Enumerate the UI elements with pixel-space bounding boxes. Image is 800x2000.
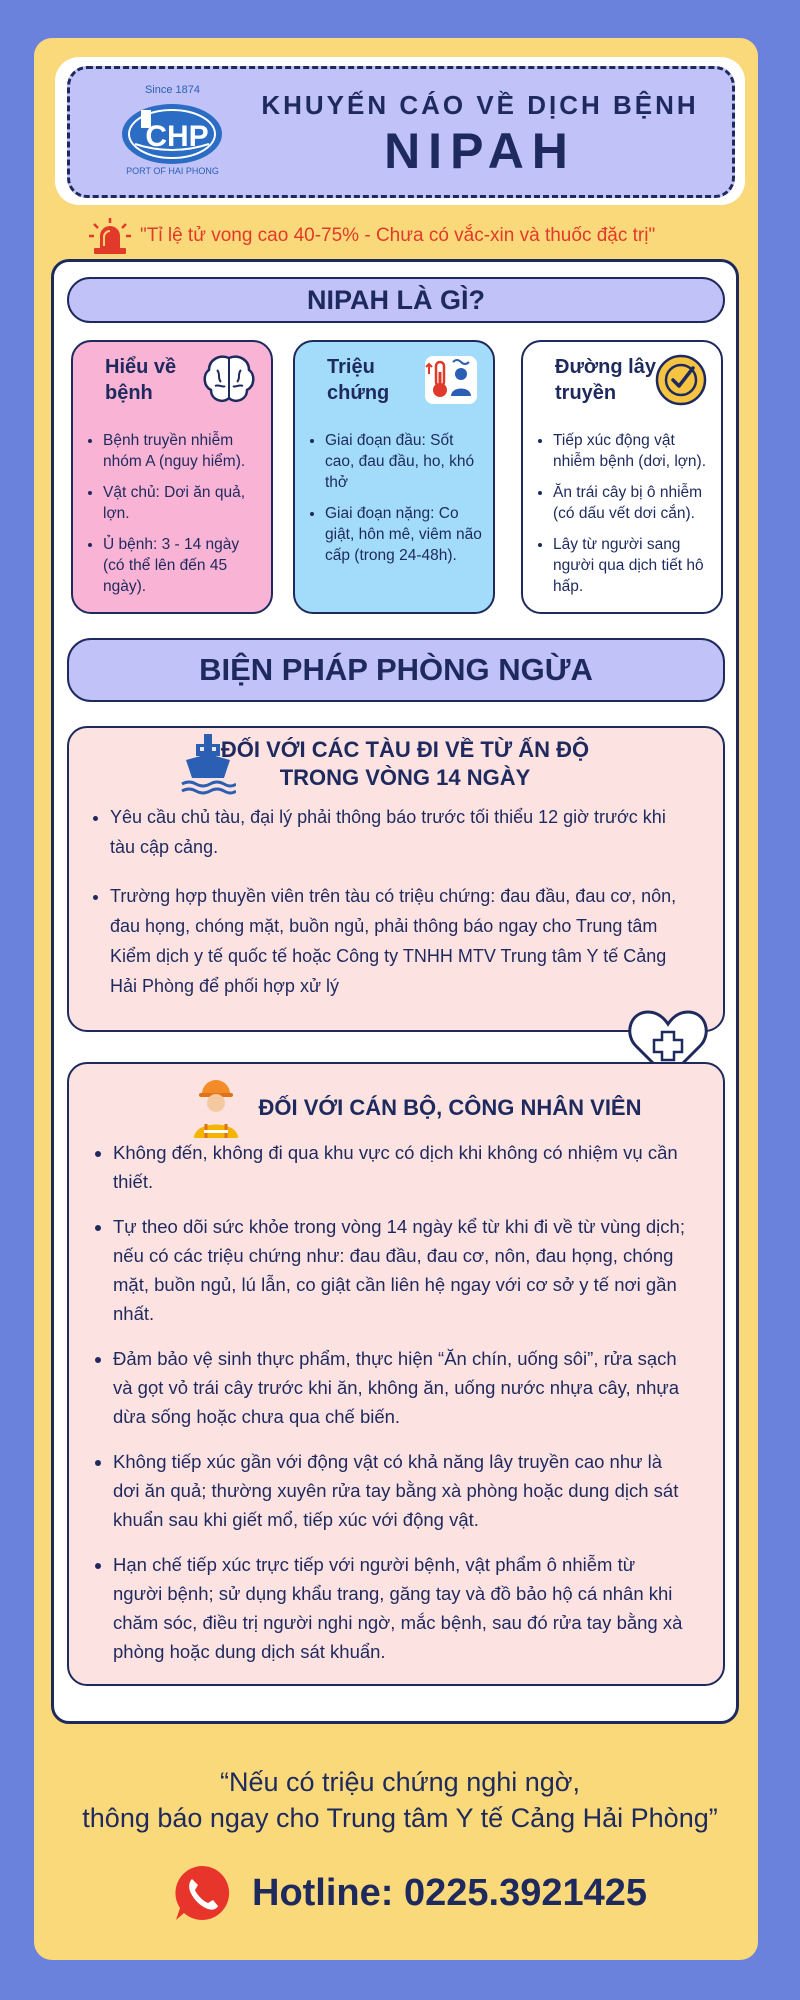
list-item: • Bệnh truyền nhiễm nhóm A (nguy hiểm). bbox=[103, 430, 261, 472]
logo-since: Since 1874 bbox=[144, 84, 201, 96]
thermometer-icon bbox=[421, 350, 481, 410]
ships-title: ĐỐI VỚI CÁC TÀU ĐI VỀ TỪ ẤN ĐỘ TRONG VÒNG 14 NGÀY bbox=[220, 737, 590, 790]
hotline-number[interactable]: Hotline: 0225.3921425 bbox=[252, 1871, 648, 1914]
staff-title: ĐỐI VỚI CÁN BỘ, CÔNG NHÂN VIÊN bbox=[258, 1095, 642, 1120]
card-symptoms bbox=[293, 340, 495, 614]
list-item: • Tự theo dõi sức khỏe trong vòng 14 ngày kể từ khi đi về từ vùng dịch; nếu có các triệu chứng như: đau đầu, đau cơ, nôn, đau họng, chóng mặt, buồn ngủ, lú lẫn, co giật cần liên hệ ngay với cơ sở y tế nơi gần nhất. bbox=[113, 1212, 685, 1328]
chp-logo bbox=[115, 84, 230, 180]
list-item: • Đảm bảo vệ sinh thực phẩm, thực hiện “Ăn chín, uống sôi”, rửa sạch và gọt vỏ trái cây trước khi ăn, không ăn, uống nước nhựa cây, nhựa dừa sống hoặc chưa qua chế biến. bbox=[113, 1344, 685, 1431]
list-item: • Giai đoạn nặng: Co giật, hôn mê, viêm não cấp (trong 24-48h). bbox=[325, 503, 483, 566]
quote-line-2: thông báo ngay cho Trung tâm Y tế Cảng Hải Phòng” bbox=[82, 1803, 718, 1833]
section-title-what-is: NIPAH LÀ GÌ? bbox=[67, 277, 725, 323]
list-item: • Hạn chế tiếp xúc trực tiếp với người bệnh, vật phẩm ô nhiễm từ người bệnh; sử dụng khẩu trang, găng tay và đồ bảo hộ cá nhân khi chăm sóc, điều trị người nghi ngờ, mắc bệnh, sau đó rửa tay bằng xà phòng hoặc dung dịch sát khuẩn. bbox=[113, 1550, 685, 1666]
list-item: • Ủ bệnh: 3 - 14 ngày (có thể lên đến 45 ngày). bbox=[103, 534, 261, 597]
staff-list bbox=[113, 1138, 685, 1682]
card-title: Hiểu về bệnh bbox=[105, 356, 177, 404]
siren-icon bbox=[88, 216, 132, 256]
list-item: • Lây từ người sang người qua dịch tiết hô hấp. bbox=[553, 534, 711, 597]
card-title: Triệu chứng bbox=[327, 356, 390, 404]
logo-wordmark: CHP bbox=[145, 120, 209, 153]
list-item: • Vật chủ: Dơi ăn quả, lợn. bbox=[103, 482, 261, 524]
list-item: • Trường hợp thuyền viên trên tàu có triệu chứng: đau đầu, đau cơ, nôn, đau họng, chóng mặt, buồn ngủ, phải thông báo ngay cho Trung tâm Kiểm dịch y tế quốc tế hoặc Công ty TNHH MTV Trung tâm Y tế Cảng Hải Phòng để phối hợp xử lý bbox=[110, 881, 694, 1001]
list-item: • Ăn trái cây bị ô nhiễm (có dấu vết dơi cắn). bbox=[553, 482, 711, 524]
brain-icon bbox=[199, 350, 259, 410]
warning-text: "Tỉ lệ tử vong cao 40-75% - Chưa có vắc-xin và thuốc đặc trị" bbox=[140, 225, 656, 246]
list-item: • Tiếp xúc động vật nhiễm bệnh (dơi, lợn). bbox=[553, 430, 711, 472]
hotline[interactable] bbox=[172, 1861, 648, 1925]
section-title-prevention: BIỆN PHÁP PHÒNG NGỪA bbox=[67, 638, 725, 702]
footer-quote bbox=[40, 1764, 760, 1836]
warning-banner bbox=[88, 216, 728, 256]
header-title: KHUYẾN CÁO VỀ DỊCH BỆNH bbox=[261, 90, 699, 120]
card-understanding bbox=[71, 340, 273, 614]
check-circle-icon bbox=[649, 350, 709, 410]
disease-name: NIPAH bbox=[384, 123, 576, 179]
phone-icon bbox=[172, 1863, 232, 1923]
logo-port: PORT OF HAI PHONG bbox=[126, 166, 219, 176]
quote-line-1: “Nếu có triệu chứng nghi ngờ, bbox=[220, 1767, 580, 1797]
list-item: • Yêu cầu chủ tàu, đại lý phải thông báo trước tối thiểu 12 giờ trước khi tàu cập cảng. bbox=[110, 802, 694, 862]
ships-list bbox=[110, 802, 694, 1020]
list-item: • Không tiếp xúc gần với động vật có khả năng lây truyền cao như là dơi ăn quả; thường xuyên rửa tay bằng xà phòng hoặc dung dịch sát khuẩn sau khi giết mổ, tiếp xúc với động vật. bbox=[113, 1447, 685, 1534]
list-item: • Không đến, không đi qua khu vực có dịch khi không có nhiệm vụ cần thiết. bbox=[113, 1138, 685, 1196]
list-item: • Giai đoạn đầu: Sốt cao, đau đầu, ho, khó thở bbox=[325, 430, 483, 493]
worker-icon bbox=[190, 1072, 242, 1138]
card-title: Đường lây truyền bbox=[555, 356, 656, 404]
card-transmission bbox=[521, 340, 723, 614]
